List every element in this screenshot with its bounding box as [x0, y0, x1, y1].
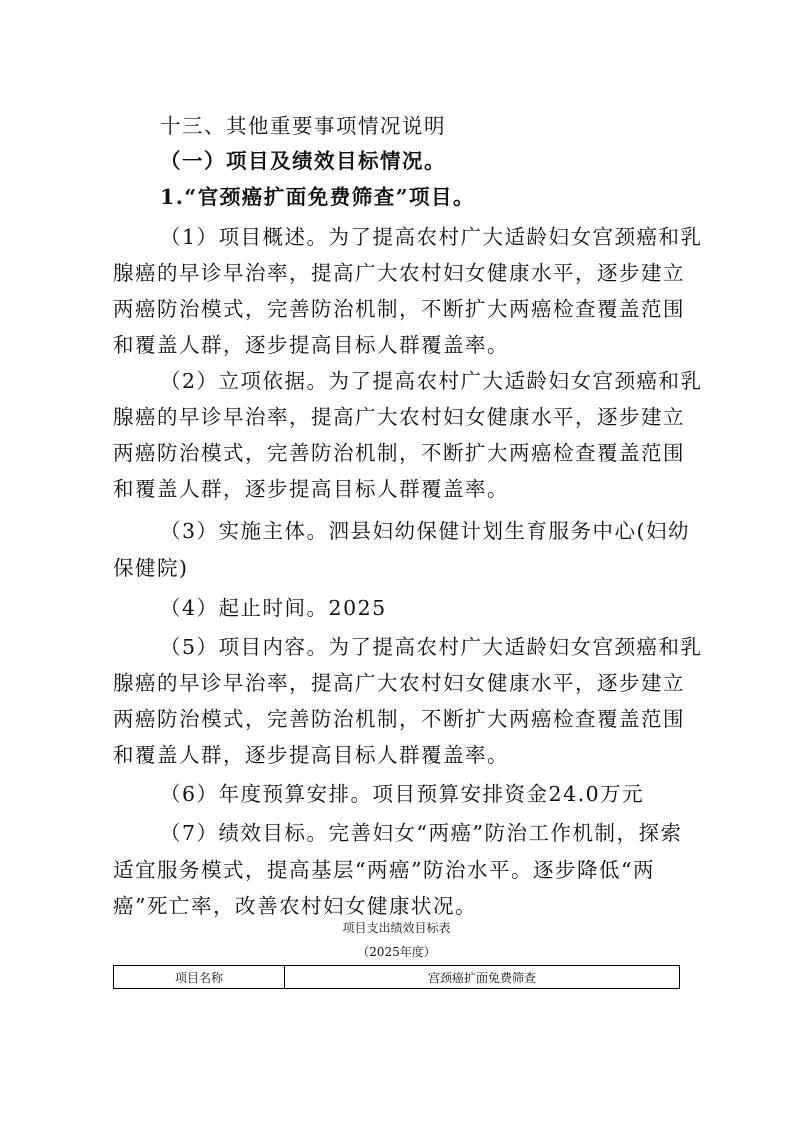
paragraph-line: 癌”死亡率，改善农村妇女健康状况。	[113, 894, 477, 918]
paragraph-line: 腺癌的早诊早治率，提高广大农村妇女健康水平，逐步建立	[113, 671, 685, 695]
performance-table	[113, 965, 680, 989]
paragraph-line: （5）项目内容。为了提高农村广大适龄妇女宫颈癌和乳	[160, 635, 703, 659]
section-heading: 十三、其他重要事项情况说明	[160, 114, 446, 138]
paragraph-line: 两癌防治模式，完善防治机制，不断扩大两癌检查覆盖范围	[113, 441, 685, 465]
paragraph-line: （1）项目概述。为了提高农村广大适龄妇女宫颈癌和乳	[160, 225, 703, 249]
paragraph-line: 腺癌的早诊早治率，提高广大农村妇女健康水平，逐步建立	[113, 261, 685, 285]
paragraph-line: （6）年度预算安排。项目预算安排资金24.0万元	[160, 782, 645, 806]
table-year: （2025年度）	[357, 945, 436, 959]
paragraph-line: （4）起止时间。2025	[160, 596, 387, 620]
paragraph-line: 两癌防治模式，完善防治机制，不断扩大两癌检查覆盖范围	[113, 297, 685, 321]
paragraph-line: 适宜服务模式，提高基层“两癌”防治水平。逐步降低“两	[113, 858, 655, 882]
project-title: 1.“官颈癌扩面免费筛查”项目。	[160, 185, 475, 209]
paragraph-line: 和覆盖人群，逐步提高目标人群覆盖率。	[113, 477, 509, 501]
paragraph-line: （3）实施主体。泗县妇幼保健计划生育服务中心(妇幼	[160, 519, 691, 543]
paragraph-line: （7）绩效目标。完善妇女“两癌”防治工作机制，探索	[160, 821, 683, 845]
paragraph-line: 两癌防治模式，完善防治机制，不断扩大两癌检查覆盖范围	[113, 707, 685, 731]
table-value-cell: 宫颈癌扩面免费筛查	[427, 970, 536, 985]
paragraph-line: （2）立项依据。为了提高农村广大适龄妇女宫颈癌和乳	[160, 369, 703, 393]
table-label-cell: 项目名称	[114, 966, 285, 988]
paragraph-line: 和覆盖人群，逐步提高目标人群覆盖率。	[113, 333, 509, 357]
paragraph-line: 腺癌的早诊早治率，提高广大农村妇女健康水平，逐步建立	[113, 405, 685, 429]
paragraph-line: 保健院)	[113, 556, 189, 580]
paragraph-line: 和覆盖人群，逐步提高目标人群覆盖率。	[113, 743, 509, 767]
table-caption: 项目支出绩效目标表	[342, 921, 451, 935]
subsection-heading: （一）项目及绩效目标情况。	[160, 149, 446, 173]
